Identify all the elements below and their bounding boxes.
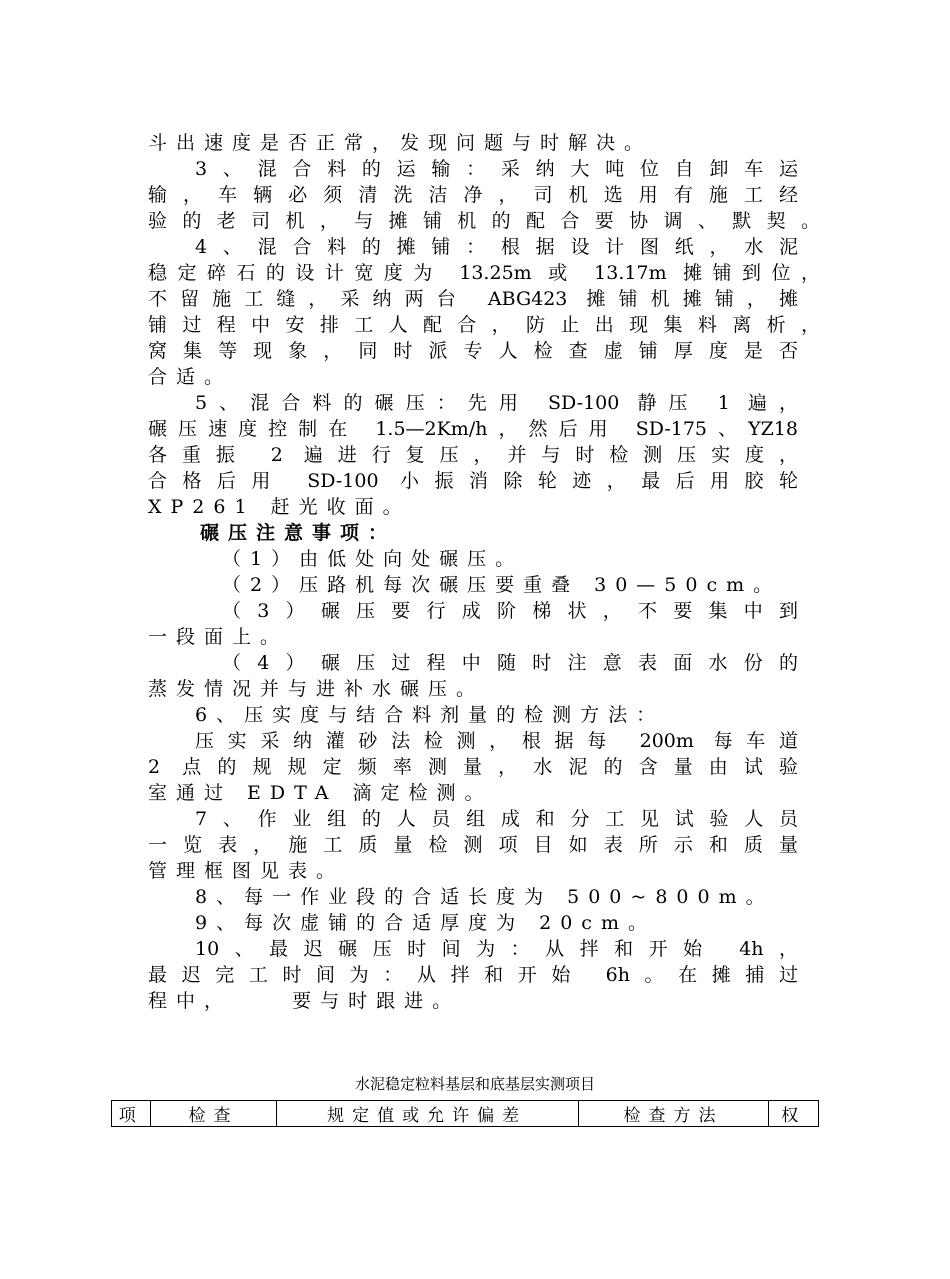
text-line: （2）压路机每次碾压要重叠 30—50cm。 bbox=[222, 574, 782, 596]
text-line: 管理框图见表。 bbox=[148, 860, 345, 882]
text-line: 窝集等现象，同时派专人检查虚铺厚度是否 bbox=[148, 340, 798, 362]
text-line: 程中， 要与时跟进。 bbox=[148, 990, 461, 1012]
text-line: 压实采纳灌砂法检测，根据每 200m 每车道 bbox=[195, 730, 798, 752]
text-line: 3、混合料的运输：采纳大吨位自卸车运 bbox=[195, 158, 798, 180]
text-line: 最迟完工时间为：从拌和开始 6h。在摊捕过 bbox=[148, 964, 798, 986]
text-line: 8、每一作业段的合适长度为 500~800m。 bbox=[195, 886, 774, 908]
text-line: XP261 赶光收面。 bbox=[148, 496, 411, 518]
text-line: 各重振 2 遍进行复压，并与时检测压实度， bbox=[148, 444, 798, 466]
text-line: 4、混合料的摊铺：根据设计图纸，水泥 bbox=[195, 236, 798, 258]
text-line: 9、每次虚铺的合适厚度为 20cm。 bbox=[195, 912, 656, 934]
text-line: 稳定碎石的设计宽度为 13.25m 或 13.17m 摊铺到位， bbox=[148, 262, 820, 284]
text-line: 斗出速度是否正常，发现问题与时解决。 bbox=[148, 132, 653, 154]
text-line: 一段面上。 bbox=[148, 626, 289, 648]
text-line: 2 点的规规定频率测量，水泥的含量由试验 bbox=[148, 756, 798, 778]
text-line: （1）由低处向处碾压。 bbox=[222, 548, 524, 570]
text-line: 7、作业组的人员组成和分工见试验人员 bbox=[195, 808, 798, 830]
text-line: 铺过程中安排工人配合，防止出现集料离析， bbox=[148, 314, 820, 336]
text-line: （4）碾压过程中随时注意表面水份的 bbox=[222, 652, 798, 674]
text-line: 10、最迟碾压时间为：从拌和开始 4h， bbox=[195, 938, 798, 960]
table-header-cell: 检查 bbox=[151, 1101, 276, 1127]
text-line: 室通过 EDTA 滴定检测。 bbox=[148, 782, 493, 804]
text-line: 验的老司机，与摊铺机的配合要协调、默契。 bbox=[148, 210, 820, 232]
table-header-cell: 规定值或允许偏差 bbox=[276, 1101, 578, 1127]
text-line: 5、混合料的碾压：先用 SD-100 静压 1 遍， bbox=[195, 392, 798, 414]
text-line: 蒸发情况并与进补水碾压。 bbox=[148, 678, 485, 700]
section-heading: 碾压注意事项： bbox=[200, 522, 397, 544]
text-line: 一览表，施工质量检测项目如表所示和质量 bbox=[148, 834, 798, 856]
text-line: （3）碾压要行成阶梯状，不要集中到 bbox=[222, 600, 798, 622]
table-header-cell: 项 bbox=[112, 1101, 151, 1127]
table-caption: 水泥稳定粒料基层和底基层实测项目 bbox=[354, 1075, 595, 1093]
text-line: 不留施工缝，采纳两台 ABG423 摊铺机摊铺，摊 bbox=[148, 288, 798, 310]
table-header-cell: 权 bbox=[769, 1101, 819, 1127]
text-line: 合适。 bbox=[148, 366, 233, 388]
text-line: 6、压实度与结合料剂量的检测方法： bbox=[195, 704, 665, 726]
table-header-row bbox=[112, 1101, 819, 1127]
text-line: 碾压速度控制在 1.5—2Km/h，然后用 SD-175、YZ18 bbox=[148, 418, 798, 440]
table-header-cell: 检查方法 bbox=[578, 1101, 769, 1127]
text-line: 输，车辆必须清洗洁净，司机选用有施工经 bbox=[148, 184, 798, 206]
text-line: 合格后用 SD-100 小振消除轮迹，最后用胶轮 bbox=[148, 470, 798, 492]
inspection-table bbox=[111, 1100, 819, 1127]
